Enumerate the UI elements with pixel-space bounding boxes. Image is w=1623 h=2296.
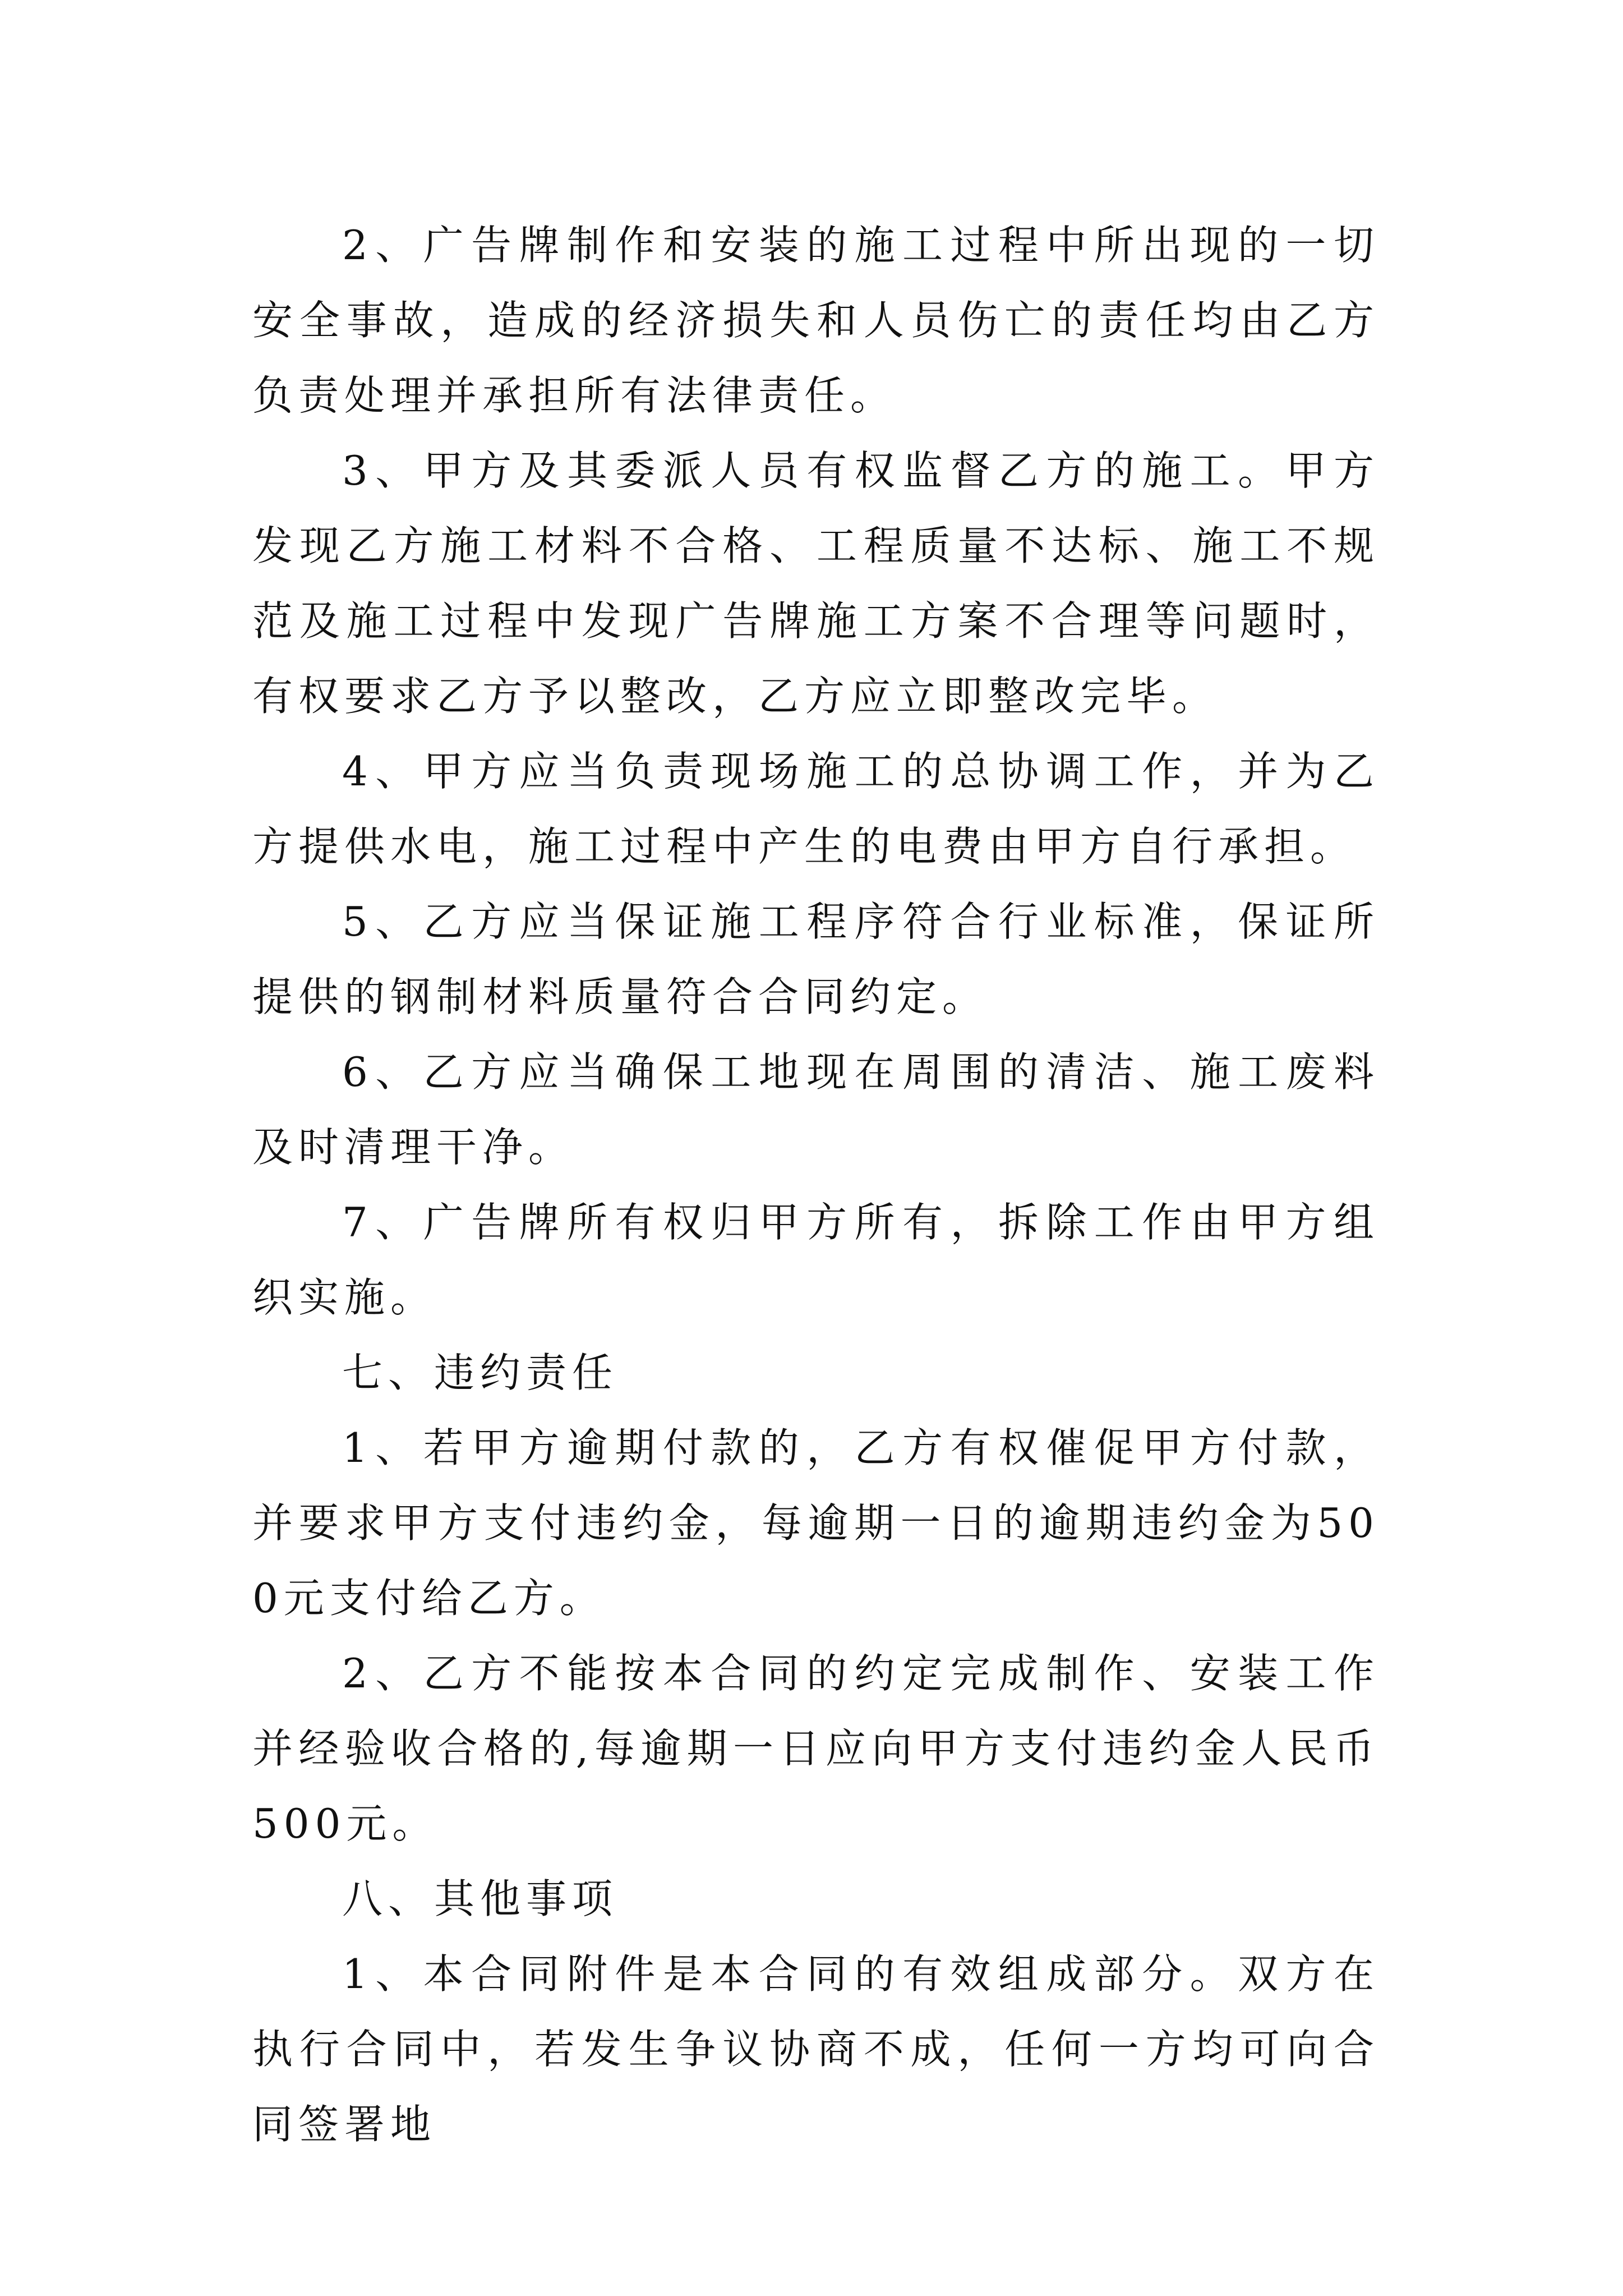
section-heading: 七、违约责任 [342,1349,619,1396]
document-body [252,208,1380,2162]
clause-paragraph: 2、乙方不能按本合同的约定完成制作、安装工作并经验收合格的,每逾期一日应向甲方支付违约金人民币500元。 [252,1650,1380,1847]
clause-paragraph: 2、广告牌制作和安装的施工过程中所出现的一切安全事故，造成的经济损失和人员伤亡的责任均由乙方负责处理并承担所有法律责任。 [252,222,1380,419]
clause-paragraph: 5、乙方应当保证施工程序符合行业标准，保证所提供的钢制材料质量符合合同约定。 [252,898,1380,1020]
clause-paragraph: 4、甲方应当负责现场施工的总协调工作，并为乙方提供水电，施工过程中产生的电费由甲方自行承担。 [252,748,1380,870]
clause-paragraph: 1、本合同附件是本合同的有效组成部分。双方在执行合同中，若发生争议协商不成，任何一方均可向合同签署地 [252,1950,1380,2148]
clause-paragraph: 1、若甲方逾期付款的，乙方有权催促甲方付款，并要求甲方支付违约金，每逾期一日的逾期违约金为500元支付给乙方。 [252,1424,1380,1622]
clause-paragraph: 7、广告牌所有权归甲方所有，拆除工作由甲方组织实施。 [252,1199,1380,1321]
clause-paragraph: 3、甲方及其委派人员有权监督乙方的施工。甲方发现乙方施工材料不合格、工程质量不达标、施工不规范及施工过程中发现广告牌施工方案不合理等问题时，有权要求乙方予以整改，乙方应立即整改完毕。 [252,447,1380,720]
clause-paragraph: 6、乙方应当确保工地现在周围的清洁、施工废料及时清理干净。 [252,1048,1380,1171]
section-heading: 八、其他事项 [342,1875,619,1922]
